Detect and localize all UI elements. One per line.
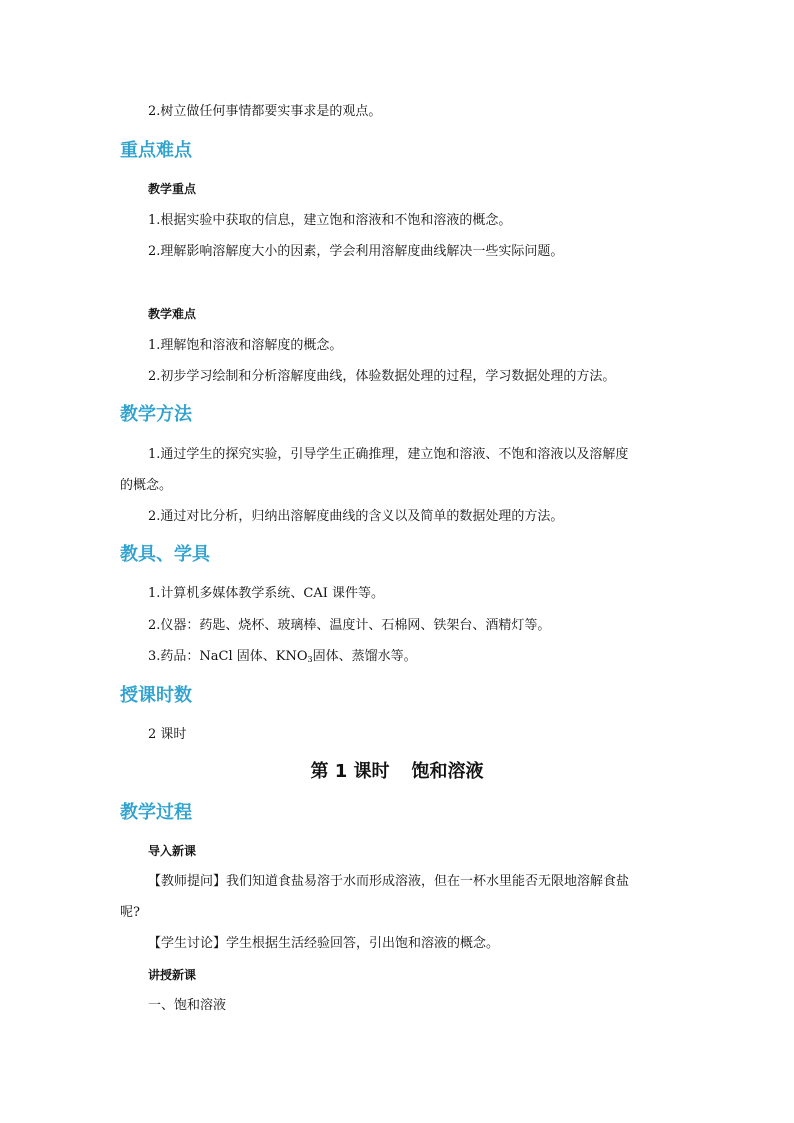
- student-discussion-text: 学生根据生活经验回答，引出饱和溶液的概念。: [226, 936, 500, 951]
- lesson-title-number: 第 1 课时: [310, 761, 390, 782]
- difficulty-item-1: 1.理解饱和溶液和溶解度的概念。: [148, 338, 343, 353]
- heading-class-hours: 授课时数: [120, 685, 192, 706]
- subheading-teaching-difficulty: 教学难点: [148, 307, 197, 321]
- subheading-new-lesson: 讲授新课: [148, 968, 197, 982]
- teacher-question-text: 我们知道食盐易溶于水而形成溶液，但在一杯水里能否无限地溶解食盐: [226, 874, 630, 889]
- goal-item-2: 2.树立做任何事情都要实事求是的观点。: [148, 104, 382, 119]
- heading-key-points: 重点难点: [120, 140, 192, 161]
- heading-teaching-process: 教学过程: [120, 802, 192, 823]
- heading-teaching-methods: 教学方法: [120, 404, 192, 425]
- teacher-question-line2: 呢?: [120, 905, 140, 920]
- method-item-1-line1: 1.通过学生的探究实验，引导学生正确推理，建立饱和溶液、不饱和溶液以及溶解度: [148, 447, 629, 462]
- focus-item-2: 2.理解影响溶解度大小的因素，学会利用溶解度曲线解决一些实际问题。: [148, 244, 564, 259]
- lesson-title: [0, 760, 794, 784]
- tools-item-3-prefix: 3.药品：NaCl 固体、KNO: [148, 649, 308, 664]
- focus-item-1: 1.根据实验中获取的信息，建立饱和溶液和不饱和溶液的概念。: [148, 213, 512, 228]
- method-item-1-line2: 的概念。: [120, 478, 173, 493]
- class-hours-value: 2 课时: [148, 727, 187, 742]
- student-discussion-tag: 【学生讨论】: [148, 936, 227, 951]
- teacher-question-tag: 【教师提问】: [148, 874, 227, 889]
- subheading-intro: 导入新课: [148, 844, 197, 858]
- tools-item-1: 1.计算机多媒体教学系统、CAI 课件等。: [148, 586, 385, 601]
- lesson-title-topic: 饱和溶液: [411, 761, 484, 782]
- difficulty-item-2: 2.初步学习绘制和分析溶解度曲线，体验数据处理的过程，学习数据处理的方法。: [148, 369, 616, 384]
- student-discussion: [148, 935, 499, 953]
- tools-item-3-suffix: 固体、蒸馏水等。: [312, 649, 417, 664]
- teacher-question-line1: [148, 873, 629, 891]
- section-saturated-solution: 一、饱和溶液: [148, 998, 227, 1013]
- tools-item-2: 2.仪器：药匙、烧杯、玻璃棒、温度计、石棉网、铁架台、酒精灯等。: [148, 618, 551, 633]
- tools-item-3-subscript: 3: [307, 655, 313, 664]
- tools-item-3: [148, 648, 417, 666]
- subheading-teaching-focus: 教学重点: [148, 182, 197, 196]
- method-item-2: 2.通过对比分析，归纳出溶解度曲线的含义以及简单的数据处理的方法。: [148, 509, 564, 524]
- heading-tools: 教具、学具: [120, 544, 210, 565]
